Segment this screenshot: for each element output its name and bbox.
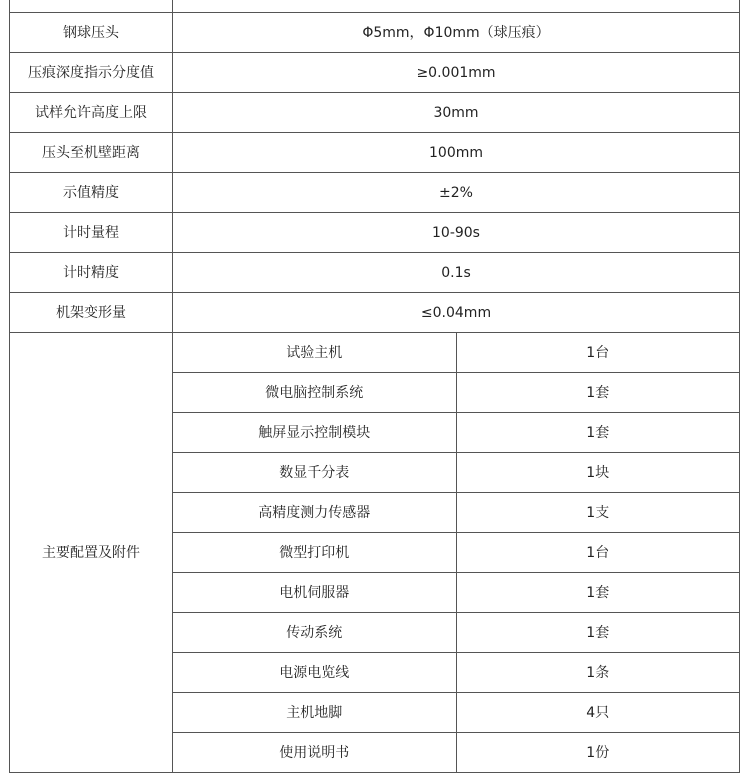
table-row-timer-precision bbox=[10, 253, 740, 293]
config-item-qty: 1套 bbox=[456, 613, 740, 653]
config-item-qty: 1份 bbox=[456, 733, 740, 773]
config-item-name: 使用说明书 bbox=[173, 733, 457, 773]
config-item-name: 传动系统 bbox=[173, 613, 457, 653]
spec-value: 100mm bbox=[173, 133, 740, 173]
config-item-name: 电机伺服器 bbox=[173, 573, 457, 613]
config-item-qty: 1块 bbox=[456, 453, 740, 493]
config-item-name: 高精度测力传感器 bbox=[173, 493, 457, 533]
config-item-qty: 1台 bbox=[456, 333, 740, 373]
config-item-qty: 1套 bbox=[456, 413, 740, 453]
config-item-name: 主机地脚 bbox=[173, 693, 457, 733]
table-row-accuracy bbox=[10, 173, 740, 213]
table-row-ball-indenter bbox=[10, 13, 740, 53]
table-row-max-height bbox=[10, 93, 740, 133]
spec-value: Φ5mm，Φ10mm（球压痕） bbox=[173, 13, 740, 53]
config-item-qty: 1条 bbox=[456, 653, 740, 693]
config-item-name: 试验主机 bbox=[173, 333, 457, 373]
spec-value: ±2% bbox=[173, 173, 740, 213]
table-row-frame-deformation bbox=[10, 293, 740, 333]
spec-label: 压头至机壁距离 bbox=[10, 133, 173, 173]
spec-value: ≤0.04mm bbox=[173, 293, 740, 333]
spec-label: 钢球压头 bbox=[10, 13, 173, 53]
spec-table bbox=[9, 0, 740, 773]
table-row-depth-resolution bbox=[10, 53, 740, 93]
spec-value: 10-90s bbox=[173, 213, 740, 253]
config-item-name: 数显千分表 bbox=[173, 453, 457, 493]
table-row-throat-depth bbox=[10, 133, 740, 173]
config-item-qty: 1支 bbox=[456, 493, 740, 533]
spec-label: 机架变形量 bbox=[10, 293, 173, 333]
spec-label: 计时精度 bbox=[10, 253, 173, 293]
spec-label: 计时量程 bbox=[10, 213, 173, 253]
config-item-qty: 1套 bbox=[456, 573, 740, 613]
config-item-qty: 1台 bbox=[456, 533, 740, 573]
spec-value: ≥0.001mm bbox=[173, 53, 740, 93]
config-item-name: 触屏显示控制模块 bbox=[173, 413, 457, 453]
config-row bbox=[10, 333, 740, 373]
config-item-qty: 4只 bbox=[456, 693, 740, 733]
config-item-name: 电源电览线 bbox=[173, 653, 457, 693]
spec-value: 0.1s bbox=[173, 253, 740, 293]
spec-value: 30mm bbox=[173, 93, 740, 133]
spec-table-container bbox=[9, 0, 740, 773]
spec-label: 试样允许高度上限 bbox=[10, 93, 173, 133]
config-item-qty: 1套 bbox=[456, 373, 740, 413]
spec-label: 压痕深度指示分度值 bbox=[10, 53, 173, 93]
spec-label: 示值精度 bbox=[10, 173, 173, 213]
config-item-name: 微型打印机 bbox=[173, 533, 457, 573]
table-row-cut-off bbox=[10, 0, 740, 13]
table-row-timer-range bbox=[10, 213, 740, 253]
config-item-name: 微电脑控制系统 bbox=[173, 373, 457, 413]
config-label: 主要配置及附件 bbox=[10, 333, 173, 773]
